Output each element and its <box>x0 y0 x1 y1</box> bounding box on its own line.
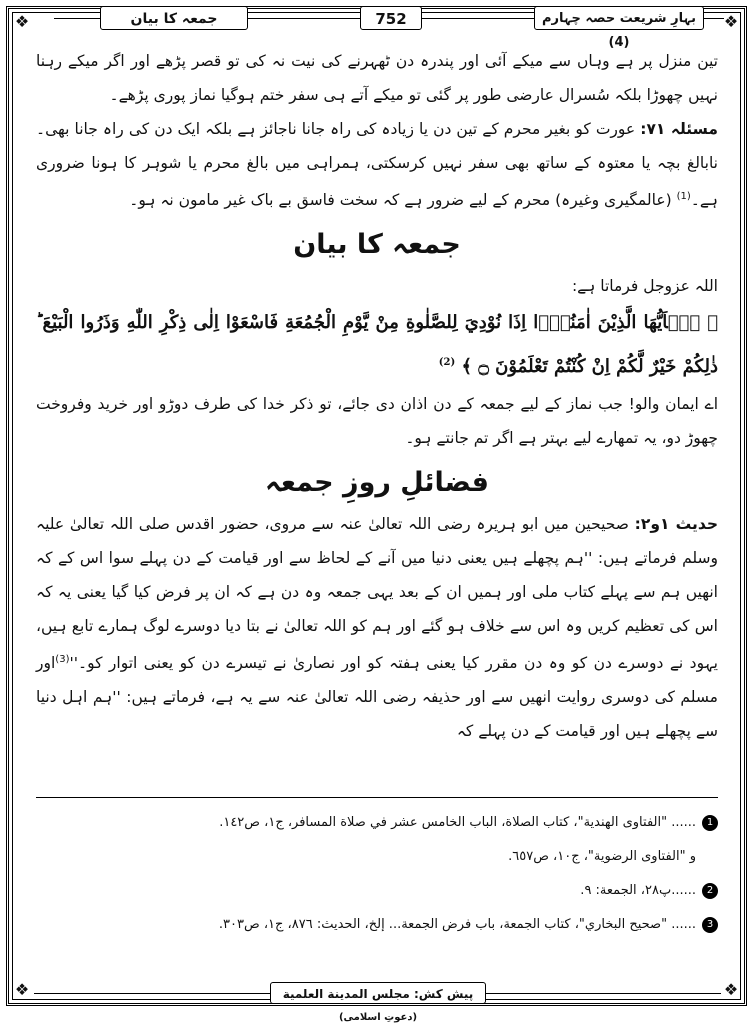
footer-rule <box>486 993 721 994</box>
footnote-divider <box>36 797 718 798</box>
footnote-item: و "الفتاوى الرضوية"، ج١٠، ص٦٥٧. <box>508 849 696 864</box>
masala-label: مسئلہ ۷۱: <box>640 120 718 138</box>
chapter-heading: فضائلِ روزِ جمعہ <box>265 467 489 499</box>
footnote-number: 1 <box>702 815 718 831</box>
corner-ornament-icon: ❖ <box>14 980 30 999</box>
footnote-ref[interactable]: (3) <box>55 654 70 666</box>
footer-rule <box>34 993 270 994</box>
footnote-ref[interactable]: (1) <box>676 191 691 202</box>
page-footer <box>14 982 739 1023</box>
section-title: جمعہ کا بیان <box>100 6 248 30</box>
header-rule <box>54 18 100 19</box>
publisher-box: پیش کش: مجلس المدينة العلمية (دعوتِ اسلامی) <box>270 982 486 1004</box>
intro-line: اللہ عزوجل فرماتا ہے: <box>571 277 718 296</box>
footnote-number: 2 <box>702 883 718 899</box>
quran-verse: ﴿ يٰۤاَيُّهَا الَّذِيْنَ اٰمَنُوْۤا اِذَا نُوْدِيَ لِلصَّلٰوةِ مِنْ يَّوْمِ الْجُمُعَةِ فَاسْعَوْا اِلٰى ذِكْرِ اللّٰهِ وَذَرُوا الْبَيْعَ ؕ ذٰلِكُمْ خَيْرٌ لَّكُمْ اِنْ كُنْتُمْ تَعْلَمُوْنَ ۝ ﴾ $^{(2)}$ <box>36 312 718 378</box>
page-header <box>14 4 739 50</box>
header-rule <box>704 18 724 19</box>
paragraph: تین منزل پر ہے وہاں سے میکے آئی اور پندرہ دن ٹھہرنے کی نیت نہ کی تو قصر پڑھے اور اگر میکے رہنا نہیں چھوڑا بلکہ سُسرال عارضی طور پر گئی تو میکے آتے ہی سفر ختم ہوگیا نماز پوری پڑھے۔ <box>36 52 718 104</box>
chapter-heading: جمعہ کا بیان <box>293 229 461 261</box>
footnotes <box>36 806 718 942</box>
footnote-item: 3 ...... "صحيح البخاري"، كتاب الجمعة، باب فرض الجمعة... إلخ، الحديث: ٨٧٦، ج١، ص٣٠٣. <box>36 908 718 942</box>
corner-ornament-icon: ❖ <box>14 12 30 31</box>
page-number: 752 <box>360 6 422 30</box>
publisher-name: مجلس المدينة العلمية <box>282 987 410 1001</box>
footnote-item: 1 ...... "الفتاوى الهندية"، كتاب الصلاة، الباب الخامس عشر في صلاة المسافر، ج١، ص١٤٢. <box>36 806 718 840</box>
paragraph: مسئلہ ۷۱: عورت کو بغیر محرم کے تین دن یا زیادہ کی راہ جانا ناجائز ہے بلکہ ایک دن کی راہ جانا بھی۔ نابالغ بچہ یا معتوہ کے ساتھ بھی سفر نہیں کرسکتی، ہمراہی میں بالغ محرم یا شوہر کا ہونا ضروری ہے۔$^{(1)}$ (عالمگیری وغیرہ) محرم کے لیے ضرور ہے کہ سخت فاسق بے باک غیر مامون نہ ہو۔ <box>36 120 718 210</box>
footnote-number: 3 <box>702 917 718 933</box>
header-rule <box>422 18 534 19</box>
verse-translation: اے ایمان والو! جب نماز کے لیے جمعہ کے دن اذان دی جائے، تو ذکر خدا کی طرف دوڑو اور خرید وفروخت چھوڑ دو، یہ تمھارے لیے بہتر ہے اگر تم جانتے ہو۔ <box>36 395 718 448</box>
book-title: بہارِ شریعت حصہ چہارم (4) <box>534 6 704 30</box>
hadith-label: حدیث ۱و۲: <box>634 515 718 534</box>
page-body <box>36 44 718 748</box>
footnote-item: 2 ......پ٢٨، الجمعة: ٩. <box>36 874 718 908</box>
paragraph: حدیث ۱و۲: صحیحین میں ابو ہریرہ رضی اللہ تعالیٰ عنہ سے مروی، حضور اقدس صلی اللہ تعالیٰ علیہ وسلم فرماتے ہیں: ''ہم پچھلے ہیں یعنی دنیا میں آنے کے لحاظ سے اور قیامت کے دن پہلے سوا اس کے کہ انھیں ہم سے پہلے کتاب ملی اور ہمیں ان کے بعد یہی جمعہ وہ دن ہے کہ ان پر فرض کیا گیا یعنی یہ کہ اس کی تعظیم کریں وہ اس سے خلاف ہو گئے اور ہم کو اللہ تعالیٰ نے بتا دیا دوسرے لوگ ہمارے تابع ہیں، یہود نے دوسرے دن کو وہ دن مقرر کیا یعنی ہفتہ کو اور نصاریٰ نے تیسرے دن کو یعنی اتوار $کو۔''^{(3)}اور$ مسلم کی دوسری روایت انھیں سے اور حذیفہ رضی اللہ تعالیٰ عنہ سے یہ ہے، فرماتے ہیں: ''ہم اہل دنیا سے پچھلے ہیں اور قیامت کے دن پہلے کہ <box>36 515 718 741</box>
footnote-ref[interactable]: (2) <box>438 357 456 369</box>
corner-ornament-icon: ❖ <box>723 980 739 999</box>
header-rule <box>248 18 360 19</box>
corner-ornament-icon: ❖ <box>723 12 739 31</box>
